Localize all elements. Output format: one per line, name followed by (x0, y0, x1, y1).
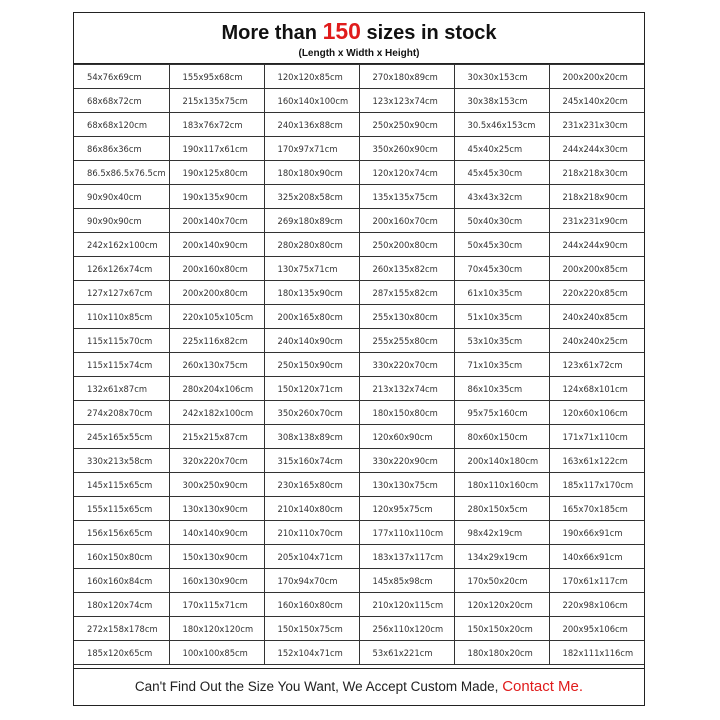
size-cell: 245x165x55cm (74, 425, 169, 449)
custom-made-footer (74, 668, 644, 705)
size-cell: 210x140x80cm (264, 497, 359, 521)
size-cell: 170x61x117cm (549, 569, 644, 593)
table-row (74, 617, 644, 641)
size-cell: 120x95x75cm (359, 497, 454, 521)
size-cell: 272x158x178cm (74, 617, 169, 641)
table-row (74, 233, 644, 257)
size-cell: 86x86x36cm (74, 137, 169, 161)
size-cell: 30.5x46x153cm (454, 113, 549, 137)
size-cell: 250x250x90cm (359, 113, 454, 137)
size-cell: 120x120x85cm (264, 65, 359, 89)
size-cell: 200x160x80cm (169, 257, 264, 281)
size-cell: 54x76x69cm (74, 65, 169, 89)
size-cell: 120x60x106cm (549, 401, 644, 425)
size-cell: 287x155x82cm (359, 281, 454, 305)
size-cell: 200x200x20cm (549, 65, 644, 89)
size-cell: 200x165x80cm (264, 305, 359, 329)
table-row (74, 641, 644, 665)
size-cell: 218x218x90cm (549, 185, 644, 209)
size-cell: 165x70x185cm (549, 497, 644, 521)
size-cell: 300x250x90cm (169, 473, 264, 497)
table-row (74, 281, 644, 305)
size-cell: 71x10x35cm (454, 353, 549, 377)
size-cell: 163x61x122cm (549, 449, 644, 473)
size-cell: 156x156x65cm (74, 521, 169, 545)
table-row (74, 89, 644, 113)
size-cell: 180x120x74cm (74, 593, 169, 617)
size-cell: 270x180x89cm (359, 65, 454, 89)
size-cell: 330x220x90cm (359, 449, 454, 473)
size-cell: 240x140x90cm (264, 329, 359, 353)
size-cell: 200x140x90cm (169, 233, 264, 257)
size-table (74, 64, 644, 665)
size-cell: 255x255x80cm (359, 329, 454, 353)
size-cell: 180x120x120cm (169, 617, 264, 641)
size-cell: 330x220x70cm (359, 353, 454, 377)
size-cell: 86x10x35cm (454, 377, 549, 401)
size-cell: 90x90x90cm (74, 209, 169, 233)
size-cell: 95x75x160cm (454, 401, 549, 425)
size-cell: 315x160x74cm (264, 449, 359, 473)
size-cell: 200x140x70cm (169, 209, 264, 233)
table-row (74, 161, 644, 185)
size-cell: 171x71x110cm (549, 425, 644, 449)
size-cell: 280x204x106cm (169, 377, 264, 401)
table-row (74, 425, 644, 449)
size-cell: 185x120x65cm (74, 641, 169, 665)
size-cell: 330x213x58cm (74, 449, 169, 473)
size-cell: 255x130x80cm (359, 305, 454, 329)
size-cell: 244x244x90cm (549, 233, 644, 257)
size-cell: 155x95x68cm (169, 65, 264, 89)
size-cell: 200x160x70cm (359, 209, 454, 233)
size-cell: 218x218x30cm (549, 161, 644, 185)
title-prefix: More than (221, 22, 323, 44)
size-cell: 123x61x72cm (549, 353, 644, 377)
size-cell: 43x43x32cm (454, 185, 549, 209)
contact-me-link[interactable]: Contact Me (502, 678, 579, 695)
size-cell: 220x220x85cm (549, 281, 644, 305)
size-cell: 231x231x30cm (549, 113, 644, 137)
size-cell: 150x150x20cm (454, 617, 549, 641)
size-cell: 220x105x105cm (169, 305, 264, 329)
size-cell: 250x200x80cm (359, 233, 454, 257)
size-cell: 150x120x71cm (264, 377, 359, 401)
table-row (74, 401, 644, 425)
size-cell: 160x130x90cm (169, 569, 264, 593)
size-cell: 190x117x61cm (169, 137, 264, 161)
title-number: 150 (322, 18, 361, 44)
size-cell: 180x110x160cm (454, 473, 549, 497)
size-cell: 170x94x70cm (264, 569, 359, 593)
size-cell: 53x10x35cm (454, 329, 549, 353)
size-cell: 242x162x100cm (74, 233, 169, 257)
size-cell: 180x150x80cm (359, 401, 454, 425)
size-cell: 308x138x89cm (264, 425, 359, 449)
table-row (74, 113, 644, 137)
size-cell: 68x68x120cm (74, 113, 169, 137)
table-row (74, 65, 644, 89)
size-cell: 120x120x74cm (359, 161, 454, 185)
size-cell: 150x150x75cm (264, 617, 359, 641)
size-cell: 80x60x150cm (454, 425, 549, 449)
size-cell: 170x115x71cm (169, 593, 264, 617)
size-cell: 100x100x85cm (169, 641, 264, 665)
size-cell: 177x110x110cm (359, 521, 454, 545)
size-cell: 145x85x98cm (359, 569, 454, 593)
size-cell: 123x123x74cm (359, 89, 454, 113)
table-row (74, 569, 644, 593)
table-row (74, 137, 644, 161)
size-cell: 244x244x30cm (549, 137, 644, 161)
footer-text: Can't Find Out the Size You Want, We Accept Custom Made, (134, 679, 503, 694)
size-cell: 70x45x30cm (454, 257, 549, 281)
size-cell: 170x50x20cm (454, 569, 549, 593)
size-cell: 140x140x90cm (169, 521, 264, 545)
size-cell: 260x135x82cm (359, 257, 454, 281)
size-cell: 51x10x35cm (454, 305, 549, 329)
size-cell: 86.5x86.5x76.5cm (74, 161, 169, 185)
size-cell: 190x66x91cm (549, 521, 644, 545)
size-cell: 132x61x87cm (74, 377, 169, 401)
size-cell: 160x140x100cm (264, 89, 359, 113)
table-row (74, 329, 644, 353)
size-cell: 61x10x35cm (454, 281, 549, 305)
size-cell: 120x120x20cm (454, 593, 549, 617)
size-cell: 115x115x70cm (74, 329, 169, 353)
size-cell: 110x110x85cm (74, 305, 169, 329)
table-row (74, 521, 644, 545)
size-cell: 182x111x116cm (549, 641, 644, 665)
table-row (74, 353, 644, 377)
size-cell: 242x182x100cm (169, 401, 264, 425)
table-row (74, 545, 644, 569)
size-cell: 215x215x87cm (169, 425, 264, 449)
size-cell: 256x110x120cm (359, 617, 454, 641)
size-cell: 185x117x170cm (549, 473, 644, 497)
table-row (74, 593, 644, 617)
size-cell: 325x208x58cm (264, 185, 359, 209)
size-cell: 115x115x74cm (74, 353, 169, 377)
size-cell: 250x150x90cm (264, 353, 359, 377)
size-chart-frame (73, 12, 645, 706)
size-cell: 274x208x70cm (74, 401, 169, 425)
size-cell: 210x120x115cm (359, 593, 454, 617)
size-cell: 225x116x82cm (169, 329, 264, 353)
size-cell: 53x61x221cm (359, 641, 454, 665)
size-cell: 98x42x19cm (454, 521, 549, 545)
size-cell: 68x68x72cm (74, 89, 169, 113)
size-cell: 120x60x90cm (359, 425, 454, 449)
size-cell: 230x165x80cm (264, 473, 359, 497)
size-cell: 160x150x80cm (74, 545, 169, 569)
size-cell: 45x40x25cm (454, 137, 549, 161)
size-cell: 200x200x85cm (549, 257, 644, 281)
size-cell: 320x220x70cm (169, 449, 264, 473)
size-cell: 220x98x106cm (549, 593, 644, 617)
size-cell: 45x45x30cm (454, 161, 549, 185)
size-cell: 180x180x20cm (454, 641, 549, 665)
chart-header (74, 13, 644, 64)
table-row (74, 209, 644, 233)
size-cell: 124x68x101cm (549, 377, 644, 401)
size-cell: 152x104x71cm (264, 641, 359, 665)
size-cell: 183x137x117cm (359, 545, 454, 569)
size-cell: 155x115x65cm (74, 497, 169, 521)
chart-subtitle: (Length x Width x Height) (298, 48, 420, 59)
size-cell: 50x45x30cm (454, 233, 549, 257)
size-cell: 350x260x90cm (359, 137, 454, 161)
size-cell: 200x200x80cm (169, 281, 264, 305)
size-cell: 280x280x80cm (264, 233, 359, 257)
size-cell: 135x135x75cm (359, 185, 454, 209)
size-cell: 183x76x72cm (169, 113, 264, 137)
size-cell: 240x240x25cm (549, 329, 644, 353)
size-cell: 30x38x153cm (454, 89, 549, 113)
size-cell: 150x130x90cm (169, 545, 264, 569)
table-row (74, 185, 644, 209)
table-row (74, 449, 644, 473)
size-cell: 200x140x180cm (454, 449, 549, 473)
title-suffix: sizes in stock (360, 22, 497, 44)
size-cell: 127x127x67cm (74, 281, 169, 305)
size-cell: 30x30x153cm (454, 65, 549, 89)
size-cell: 240x240x85cm (549, 305, 644, 329)
size-cell: 126x126x74cm (74, 257, 169, 281)
size-cell: 215x135x75cm (169, 89, 264, 113)
size-cell: 130x130x90cm (169, 497, 264, 521)
size-cell: 210x110x70cm (264, 521, 359, 545)
size-cell: 269x180x89cm (264, 209, 359, 233)
size-cell: 205x104x71cm (264, 545, 359, 569)
size-cell: 160x160x80cm (264, 593, 359, 617)
size-cell: 130x75x71cm (264, 257, 359, 281)
size-cell: 260x130x75cm (169, 353, 264, 377)
size-cell: 280x150x5cm (454, 497, 549, 521)
size-cell: 130x130x75cm (359, 473, 454, 497)
size-cell: 350x260x70cm (264, 401, 359, 425)
size-cell: 180x180x90cm (264, 161, 359, 185)
size-cell: 50x40x30cm (454, 209, 549, 233)
size-cell: 245x140x20cm (549, 89, 644, 113)
size-cell: 170x97x71cm (264, 137, 359, 161)
size-cell: 160x160x84cm (74, 569, 169, 593)
footer-period: . (578, 678, 584, 695)
size-cell: 90x90x40cm (74, 185, 169, 209)
table-row (74, 377, 644, 401)
size-cell: 213x132x74cm (359, 377, 454, 401)
chart-title (74, 13, 644, 45)
size-cell: 140x66x91cm (549, 545, 644, 569)
size-table-body (74, 65, 644, 665)
table-row (74, 305, 644, 329)
table-row (74, 257, 644, 281)
size-cell: 180x135x90cm (264, 281, 359, 305)
size-cell: 200x95x106cm (549, 617, 644, 641)
size-cell: 134x29x19cm (454, 545, 549, 569)
size-cell: 145x115x65cm (74, 473, 169, 497)
size-cell: 190x135x90cm (169, 185, 264, 209)
table-row (74, 497, 644, 521)
size-cell: 240x136x88cm (264, 113, 359, 137)
size-cell: 190x125x80cm (169, 161, 264, 185)
table-row (74, 473, 644, 497)
size-cell: 231x231x90cm (549, 209, 644, 233)
